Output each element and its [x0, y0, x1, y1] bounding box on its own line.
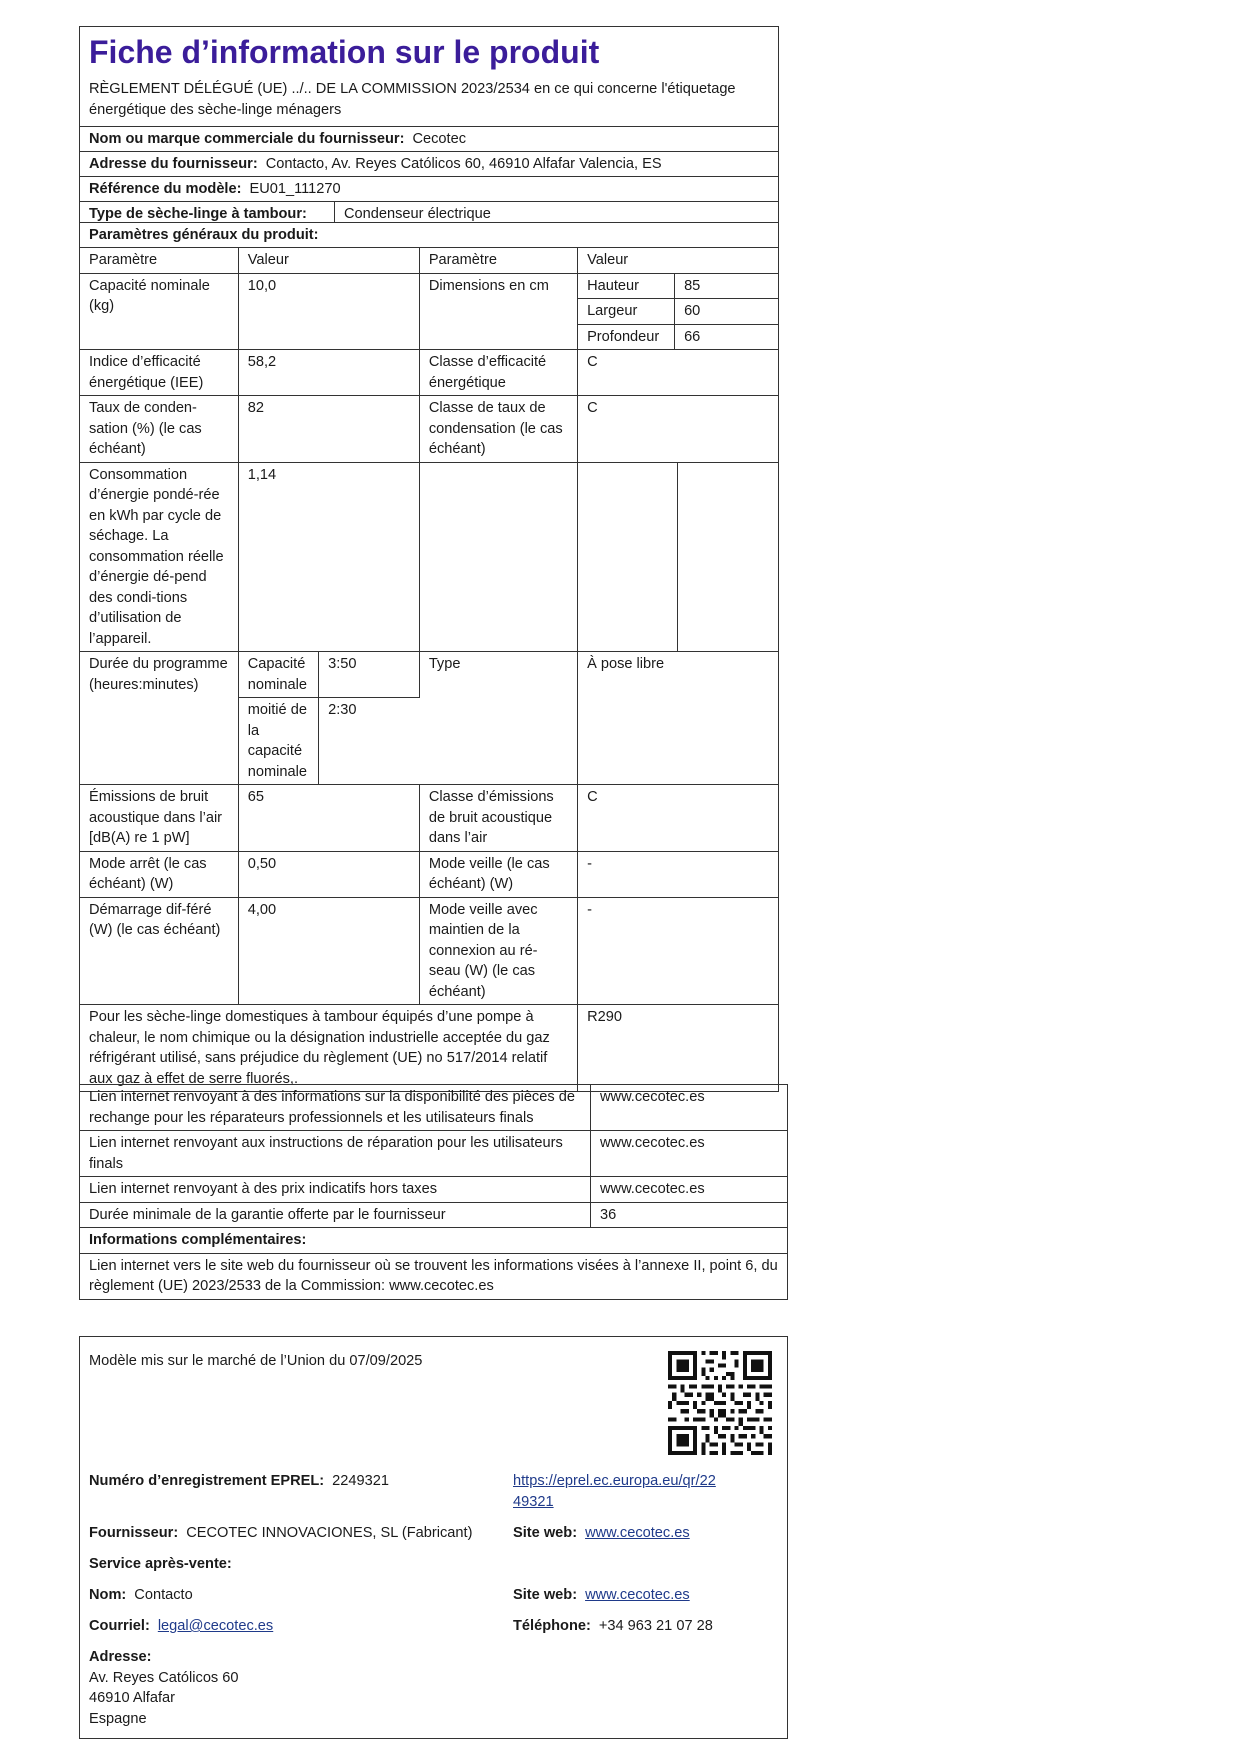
title-box — [80, 27, 778, 127]
noise-class-label: Classe d’émissions de bruit acoustique dans l’air — [419, 785, 577, 852]
repair-label: Lien internet renvoyant aux instructions de réparation pour les utilisateurs finals — [80, 1131, 591, 1177]
table-row — [80, 1177, 788, 1203]
table-row — [80, 1131, 788, 1177]
model-ref: EU01_111270 — [249, 181, 341, 197]
general-params-label: Paramètres généraux du produit: — [80, 223, 778, 248]
netstandby-label: Mode veille avec maintien de la connexion au ré-seau (W) (le cas échéant) — [419, 897, 577, 1005]
website2-label: Site web: — [513, 1587, 578, 1603]
table-row — [80, 273, 779, 350]
phone-row — [513, 1616, 713, 1637]
duration-label: Durée du programme (heures:minutes) — [80, 652, 238, 785]
delay-label: Démarrage dif-féré (W) (le cas échéant) — [80, 897, 238, 1005]
extra-info-label: Informations complémentaires: — [80, 1228, 788, 1254]
footer-box — [79, 1336, 788, 1739]
dryer-type-row — [80, 202, 778, 223]
dryer-type: Condenseur électrique — [344, 206, 491, 222]
dur-half-value: 2:30 — [319, 698, 420, 785]
eprel-number: 2249321 — [332, 1473, 389, 1489]
supplier-name-label: Nom ou marque commerciale du fournisseur: — [89, 131, 405, 147]
contact-name-label: Nom: — [89, 1587, 127, 1603]
value-header-2: Valeur — [578, 248, 779, 273]
empty-cell — [578, 462, 678, 652]
noise-class-value: C — [578, 785, 779, 852]
eei-label: Indice d’efficacité énergétique (IEE) — [80, 350, 238, 396]
table-row — [80, 1085, 788, 1131]
energy-label: Consommation d’énergie pondé-rée en kWh par cycle de séchage. La consommation réelle d’énergie dé-pend des condi-tions d’utilisation de l’appareil. — [80, 462, 238, 652]
width-label: Largeur — [578, 299, 675, 325]
supplier-address: Contacto, Av. Reyes Católicos 60, 46910 Alfafar Valencia, ES — [265, 156, 662, 172]
aftersales-label: Service après-vente: — [89, 1556, 232, 1572]
supplier-address-row — [80, 152, 778, 177]
off-value: 0,50 — [238, 851, 419, 897]
value-header: Valeur — [238, 248, 419, 273]
params-table — [80, 248, 779, 1091]
model-ref-label: Référence du modèle: — [89, 181, 242, 197]
extra-info-text: Lien internet vers le site web du fournisseur où se trouvent les informations visées à l’annexe II, point 6, du règlement (UE) 2023/2533 de la Commission: www.cecotec.es — [80, 1253, 788, 1299]
prices-label: Lien internet renvoyant à des prix indicatifs hors taxes — [80, 1177, 591, 1203]
email-link[interactable]: legal@cecotec.es — [157, 1618, 274, 1634]
standby-value: - — [578, 851, 779, 897]
website2-link[interactable]: www.cecotec.es — [585, 1587, 690, 1603]
market-date: Modèle mis sur le marché de l’Union du 07/09/2025 — [89, 1353, 423, 1369]
table-row — [80, 1005, 779, 1092]
eff-class-label: Classe d’efficacité énergétique — [419, 350, 577, 396]
type-value: À pose libre — [578, 652, 779, 785]
product-sheet — [79, 26, 779, 1092]
refrigerant-label: Pour les sèche-linge domestiques à tambour équipés d’une pompe à chaleur, le nom chimique ou la désignation industrielle acceptée du gaz réfrigérant utilisé, sans préjudice du règlement (UE) no 517/2014 relatif aux gaz à effet de serre fluorés,. — [80, 1005, 578, 1092]
eei-value: 58,2 — [238, 350, 419, 396]
eprel-link[interactable] — [513, 1471, 716, 1512]
delay-value: 4,00 — [238, 897, 419, 1005]
params-header-row — [80, 248, 779, 273]
dur-full-value: 3:50 — [319, 652, 420, 698]
energy-value: 1,14 — [238, 462, 419, 652]
refrigerant-value: R290 — [587, 1009, 622, 1025]
depth-label: Profondeur — [578, 324, 675, 349]
eprel-link-line-2[interactable]: 49321 — [513, 1493, 554, 1510]
table-row — [80, 1228, 788, 1254]
dur-full-label: Capacité nominale — [238, 652, 318, 698]
off-label: Mode arrêt (le cas échéant) (W) — [80, 851, 238, 897]
noise-label: Émissions de bruit acoustique dans l’air [dB(A) re 1 pW] — [80, 785, 238, 852]
cond-rate-value: 82 — [238, 396, 419, 463]
address-line-1: Av. Reyes Católicos 60 — [89, 1669, 239, 1686]
phone-label: Téléphone: — [513, 1618, 591, 1634]
contact-name-row — [89, 1585, 193, 1606]
table-row — [80, 350, 779, 396]
height-value: 85 — [675, 274, 779, 299]
table-row — [80, 897, 779, 1005]
empty-cell — [419, 462, 577, 652]
website-link[interactable]: www.cecotec.es — [585, 1525, 690, 1541]
table-row — [80, 462, 779, 652]
cond-class-label: Classe de taux de condensation (le cas échéant) — [419, 396, 577, 463]
email-label: Courriel: — [89, 1618, 150, 1634]
table-row — [80, 396, 779, 463]
supplier-name: Cecotec — [412, 131, 467, 147]
repair-link[interactable]: www.cecotec.es — [591, 1131, 788, 1177]
table-row — [80, 1202, 788, 1228]
website-row — [513, 1523, 690, 1544]
supplier-label: Fournisseur: — [89, 1525, 179, 1541]
type-label: Type — [419, 652, 577, 785]
width-value: 60 — [675, 299, 779, 325]
address-block — [89, 1647, 239, 1729]
netstandby-value: - — [578, 897, 779, 1005]
eprel-row — [89, 1471, 389, 1492]
address-line-3: Espagne — [89, 1710, 147, 1727]
phone-value: +34 963 21 07 28 — [598, 1618, 713, 1634]
address-line-2: 46910 Alfafar — [89, 1690, 176, 1706]
eprel-label: Numéro d’enregistrement EPREL: — [89, 1473, 325, 1489]
model-ref-row — [80, 177, 778, 202]
noise-value: 65 — [238, 785, 419, 852]
website2-row — [513, 1585, 690, 1606]
table-row — [80, 652, 779, 698]
table-row — [80, 851, 779, 897]
table-row — [80, 785, 779, 852]
contact-name: Contacto — [134, 1587, 193, 1603]
height-label: Hauteur — [578, 274, 675, 299]
email-row — [89, 1616, 273, 1637]
standby-label: Mode veille (le cas échéant) (W) — [419, 851, 577, 897]
regulation-text: RÈGLEMENT DÉLÉGUÉ (UE) ../.. DE LA COMMISSION 2023/2534 en ce qui concerne l'étiquetage énergétique des sèche-linge ménagers — [89, 81, 736, 118]
supplier-value: CECOTEC INNOVACIONES, SL (Fabricant) — [186, 1525, 473, 1541]
cond-rate-label: Taux de conden-sation (%) (le cas échéant) — [80, 396, 238, 463]
dur-half-label: moitié de la capacité nominale — [238, 698, 318, 785]
param-header: Paramètre — [80, 248, 238, 273]
cond-class-value: C — [578, 396, 779, 463]
warranty-value: 36 — [591, 1202, 788, 1228]
eprel-link-line-1[interactable]: https://eprel.ec.europa.eu/qr/22 — [513, 1473, 716, 1489]
capacity-value: 10,0 — [238, 273, 419, 350]
depth-value: 66 — [684, 328, 701, 345]
supplier-address-label: Adresse du fournisseur: — [89, 156, 258, 172]
page-title: Fiche d’information sur le produit — [89, 34, 600, 70]
table-row — [80, 1253, 788, 1299]
prices-link[interactable]: www.cecotec.es — [591, 1177, 788, 1203]
dryer-type-label: Type de sèche-linge à tambour: — [80, 202, 335, 222]
qr-code-icon[interactable] — [668, 1351, 772, 1455]
supplier-row — [89, 1523, 472, 1544]
warranty-label: Durée minimale de la garantie offerte par le fournisseur — [80, 1202, 591, 1228]
spare-parts-link[interactable]: www.cecotec.es — [591, 1085, 788, 1131]
empty-cell — [677, 462, 779, 652]
address-label: Adresse: — [89, 1649, 152, 1665]
supplier-name-row — [80, 127, 778, 152]
links-table — [79, 1084, 788, 1300]
website-label: Site web: — [513, 1525, 578, 1541]
dimensions-label: Dimensions en cm — [419, 273, 577, 350]
capacity-label: Capacité nominale (kg) — [80, 273, 238, 350]
spare-parts-label: Lien internet renvoyant à des informations sur la disponibilité des pièces de rechange pour les réparateurs professionnels et les utilisateurs finals — [80, 1085, 591, 1131]
dimensions-table — [578, 274, 779, 350]
eff-class-value: C — [578, 350, 779, 396]
param-header-2: Paramètre — [419, 248, 577, 273]
